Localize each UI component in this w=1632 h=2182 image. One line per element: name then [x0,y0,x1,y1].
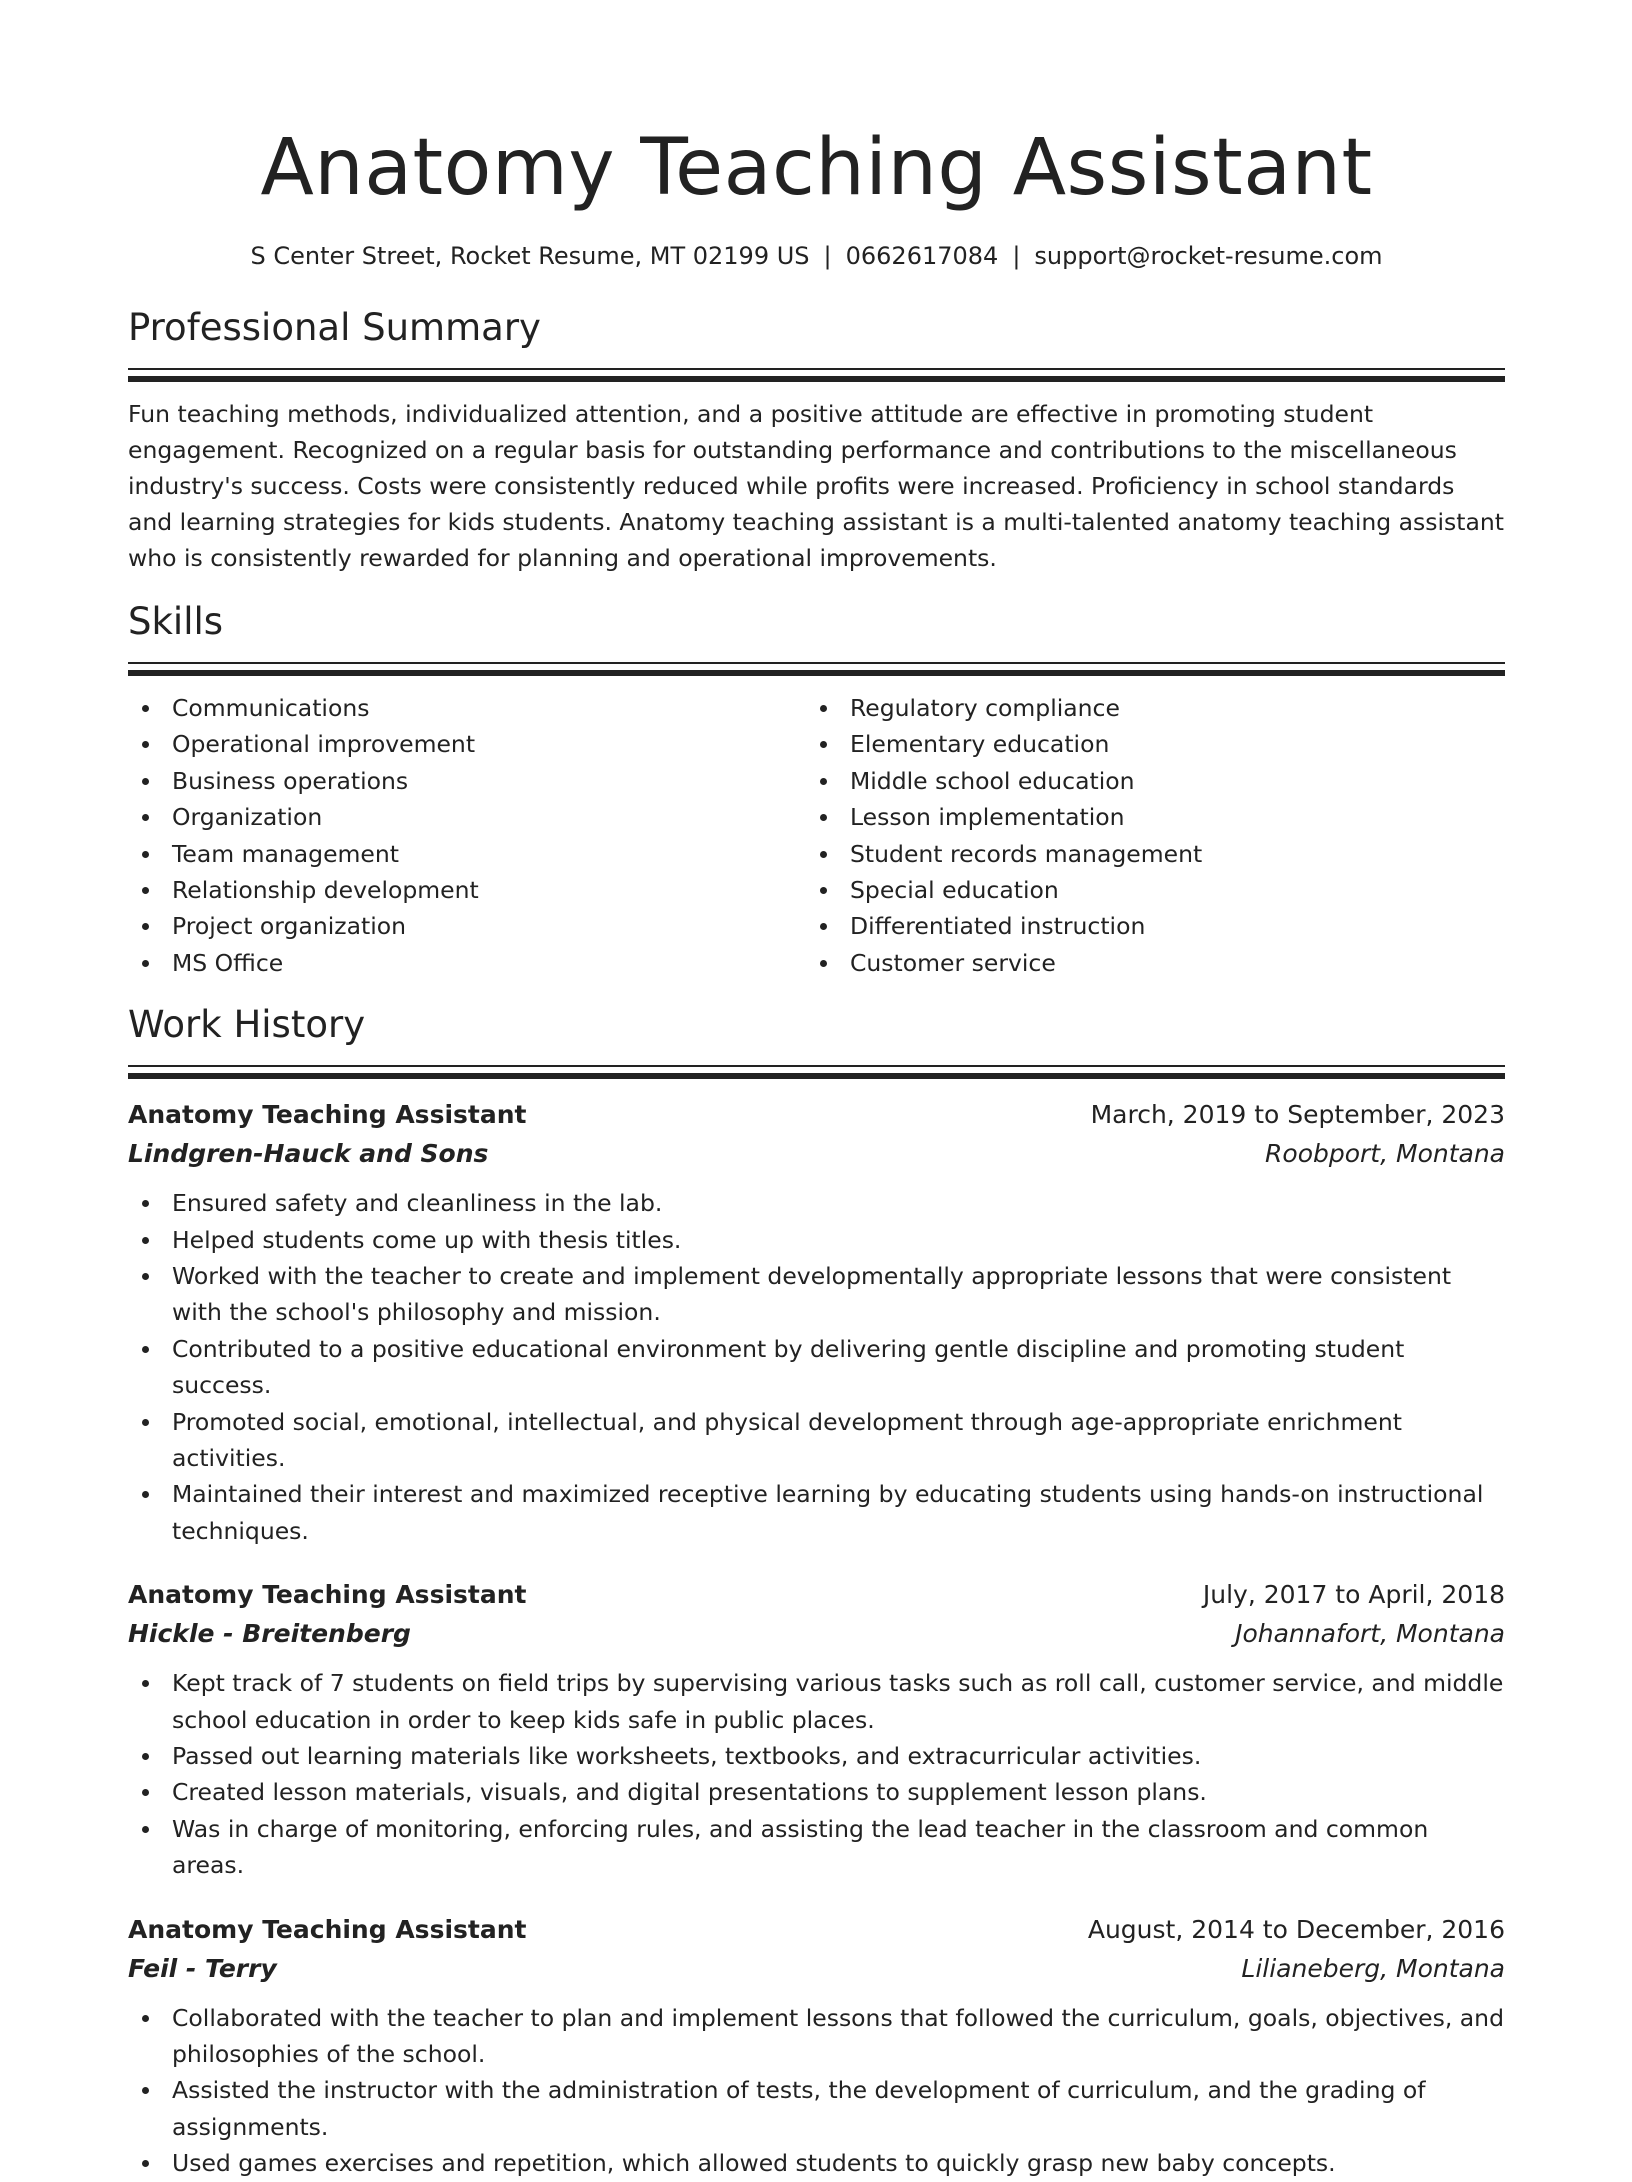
contact-separator: | [823,242,832,270]
work-section [128,1001,1505,2182]
contact-email: support@rocket-resume.com [1034,242,1383,270]
job-company: Hickle - Breitenberg [128,1619,411,1649]
job-bullet: Collaborated with the teacher to plan and implement lessons that followed the curriculum, goals, objectives, and philosophies of the school. [128,2000,1505,2073]
resume-page [128,0,1505,2182]
summary-section [128,304,1505,576]
skill-item: Communications [128,690,806,726]
job-bullet: Ensured safety and cleanliness in the lab. [128,1185,1505,1221]
job-bullet: Assisted the instructor with the administration of tests, the development of curriculum, and the grading of assignments. [128,2072,1505,2145]
skill-item: Business operations [128,763,806,799]
job-header [128,1095,1505,1135]
job-company: Lindgren-Hauck and Sons [128,1139,489,1169]
job-bullet: Promoted social, emotional, intellectual, and physical development through age-appropriate enrichment activities. [128,1404,1505,1477]
skill-item: Middle school education [806,763,1484,799]
job-entry [128,1575,1505,1883]
contact-separator: | [1012,242,1021,270]
job-bullet: Was in charge of monitoring, enforcing rules, and assisting the lead teacher in the classroom and common areas. [128,1811,1505,1884]
job-bullet: Kept track of 7 students on field trips by supervising various tasks such as roll call, customer service, and middle school education in order to keep kids safe in public places. [128,1665,1505,1738]
job-location: Roobport, Montana [1265,1139,1505,1169]
skill-item: MS Office [128,945,806,981]
job-location: Johannafort, Montana [1235,1619,1505,1649]
contact-address: S Center Street, Rocket Resume, MT 02199 US [250,242,810,270]
job-company: Feil - Terry [128,1953,277,1983]
job-header [128,1910,1505,1950]
job-dates: March, 2019 to September, 2023 [1090,1100,1505,1130]
skill-item: Team management [128,836,806,872]
section-title-skills: Skills [128,600,224,643]
skill-item: Organization [128,799,806,835]
contact-phone: 0662617084 [845,242,999,270]
section-title-work: Work History [128,1003,366,1047]
skill-item: Special education [806,872,1484,908]
job-location: Lilianeberg, Montana [1241,1953,1505,1983]
job-dates: July, 2017 to April, 2018 [1202,1580,1505,1610]
job-title: Anatomy Teaching Assistant [128,1100,527,1130]
job-bullet: Passed out learning materials like worksheets, textbooks, and extracurricular activities. [128,1738,1505,1774]
section-divider [128,1065,1505,1079]
job-bullet: Created lesson materials, visuals, and digital presentations to supplement lesson plans. [128,1774,1505,1810]
skill-item: Operational improvement [128,726,806,762]
job-subheader [128,1950,1505,1988]
skill-item: Elementary education [806,726,1484,762]
section-divider [128,368,1505,382]
job-entry [128,1095,1505,1549]
job-bullets [128,1185,1505,1549]
job-title: Anatomy Teaching Assistant [128,1580,527,1610]
job-subheader [128,1135,1505,1173]
job-dates: August, 2014 to December, 2016 [1087,1914,1505,1944]
contact-line [128,240,1505,272]
skill-item: Lesson implementation [806,799,1484,835]
job-header [128,1575,1505,1615]
skills-section [128,598,1505,981]
section-divider [128,662,1505,676]
job-bullets [128,2000,1505,2182]
resume-name: Anatomy Teaching Assistant [260,123,1373,213]
job-subheader [128,1615,1505,1653]
skill-item: Relationship development [128,872,806,908]
skill-item: Project organization [128,908,806,944]
job-bullets [128,1665,1505,1883]
summary-text: Fun teaching methods, individualized attention, and a positive attitude are effective in promoting student engagement. Recognized on a regular basis for outstanding performance and contributions to the miscellaneous industry's success. Costs were consistently reduced while profits were increased. Proficiency in school standards and learning strategies for kids students. Anatomy teaching assistant is a multi-talented anatomy teaching assistant who is consistently rewarded for planning and operational improvements. [128,400,1505,572]
skill-item: Regulatory compliance [806,690,1484,726]
section-title-summary: Professional Summary [128,306,541,349]
job-entry [128,1910,1505,2182]
job-bullet: Maintained their interest and maximized receptive learning by educating students using hands-on instructional techniques. [128,1476,1505,1549]
job-bullet: Used games exercises and repetition, which allowed students to quickly grasp new baby concepts. [128,2145,1505,2181]
skill-item: Student records management [806,836,1484,872]
skill-item: Customer service [806,945,1484,981]
job-title: Anatomy Teaching Assistant [128,1914,527,1944]
skills-list [128,690,1505,981]
job-bullet: Contributed to a positive educational environment by delivering gentle discipline and promoting student success. [128,1331,1505,1404]
job-bullet: Helped students come up with thesis titles. [128,1222,1505,1258]
skill-item: Differentiated instruction [806,908,1484,944]
job-bullet: Worked with the teacher to create and implement developmentally appropriate lessons that were consistent with the school's philosophy and mission. [128,1258,1505,1331]
